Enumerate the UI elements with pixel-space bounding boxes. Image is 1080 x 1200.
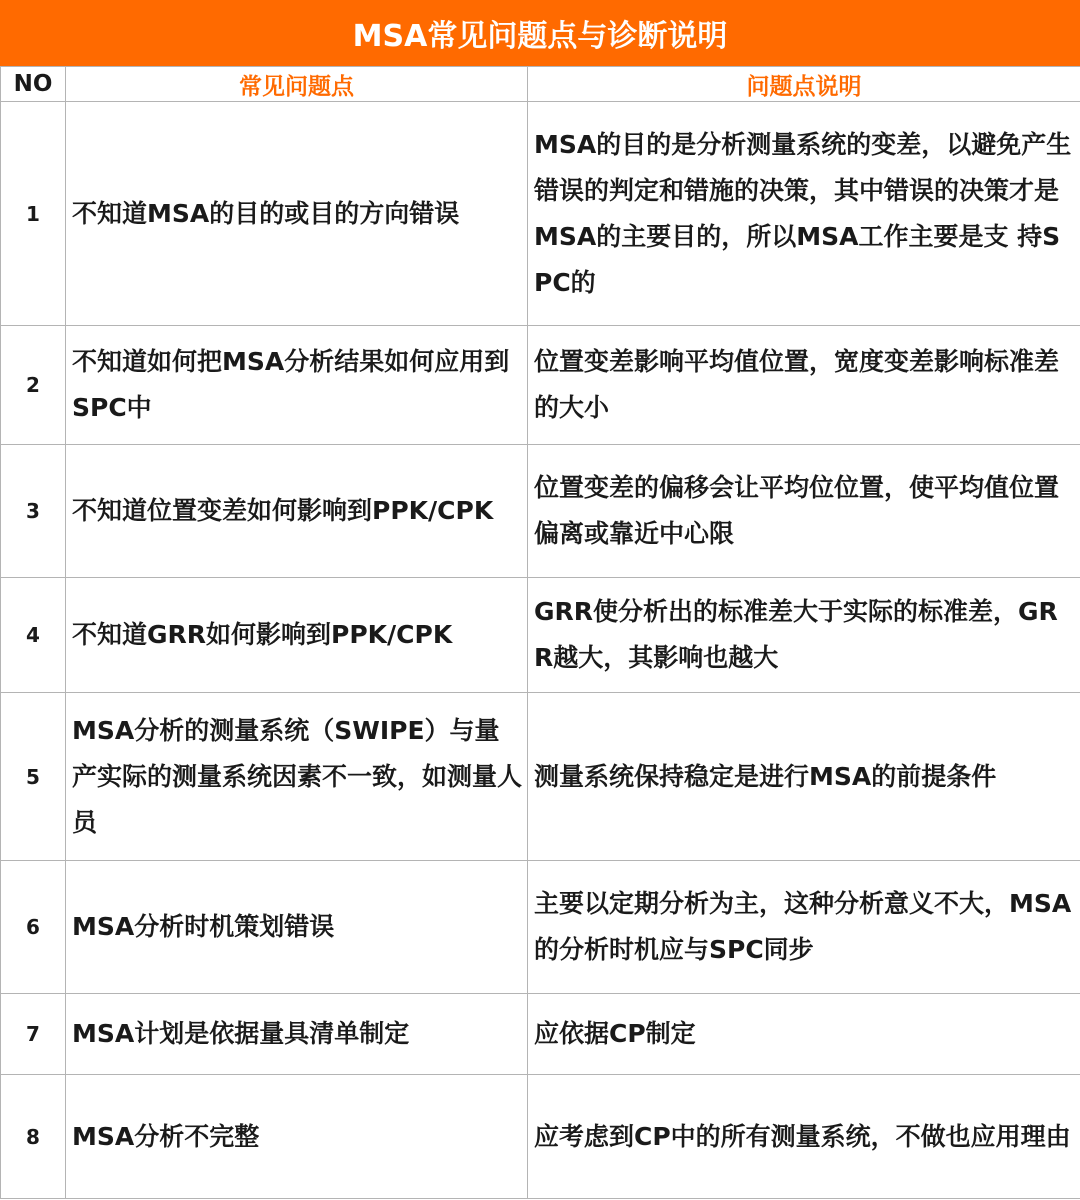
issue-cell: 不知道如何把MSA分析结果如何应用到SPC中	[66, 326, 528, 445]
table-row	[1, 445, 1080, 578]
issue-cell: MSA分析时机策划错误	[66, 861, 528, 994]
table-row	[1, 693, 1080, 861]
header-explanation: 问题点说明	[528, 67, 1080, 102]
table-row	[1, 1075, 1080, 1199]
row-number: 4	[1, 578, 66, 693]
issue-cell: 不知道位置变差如何影响到PPK/CPK	[66, 445, 528, 578]
header-issue: 常见问题点	[66, 67, 528, 102]
table-row	[1, 861, 1080, 994]
msa-issues-table	[0, 66, 1080, 1199]
table-header-row	[1, 67, 1080, 102]
row-number: 6	[1, 861, 66, 994]
page-title: MSA常见问题点与诊断说明	[0, 0, 1080, 66]
row-number: 3	[1, 445, 66, 578]
row-number: 5	[1, 693, 66, 861]
explanation-cell: 应考虑到CP中的所有测量系统，不做也应用理由	[528, 1075, 1080, 1199]
explanation-cell: 测量系统保持稳定是进行MSA的前提条件	[528, 693, 1080, 861]
explanation-cell: 应依据CP制定	[528, 994, 1080, 1075]
explanation-cell: 位置变差影响平均值位置，宽度变差影响标准差的大小	[528, 326, 1080, 445]
issue-cell: MSA分析不完整	[66, 1075, 528, 1199]
row-number: 1	[1, 102, 66, 326]
table-row	[1, 326, 1080, 445]
issue-cell: MSA分析的测量系统（SWIPE）与量产实际的测量系统因素不一致，如测量人员	[66, 693, 528, 861]
header-no: NO	[1, 67, 66, 102]
row-number: 2	[1, 326, 66, 445]
issue-cell: MSA计划是依据量具清单制定	[66, 994, 528, 1075]
table-row	[1, 102, 1080, 326]
explanation-cell: 位置变差的偏移会让平均位位置，使平均值位置偏离或靠近中心限	[528, 445, 1080, 578]
issue-cell: 不知道GRR如何影响到PPK/CPK	[66, 578, 528, 693]
table-row	[1, 578, 1080, 693]
issue-cell: 不知道MSA的目的或目的方向错误	[66, 102, 528, 326]
explanation-cell: 主要以定期分析为主，这种分析意义不大，MSA的分析时机应与SPC同步	[528, 861, 1080, 994]
explanation-cell: MSA的目的是分析测量系统的变差，以避免产生错误的判定和错施的决策，其中错误的决策才是MSA的主要目的，所以MSA工作主要是支 持SPC的	[528, 102, 1080, 326]
table-row	[1, 994, 1080, 1075]
row-number: 8	[1, 1075, 66, 1199]
row-number: 7	[1, 994, 66, 1075]
explanation-cell: GRR使分析出的标准差大于实际的标准差，GRR越大，其影响也越大	[528, 578, 1080, 693]
